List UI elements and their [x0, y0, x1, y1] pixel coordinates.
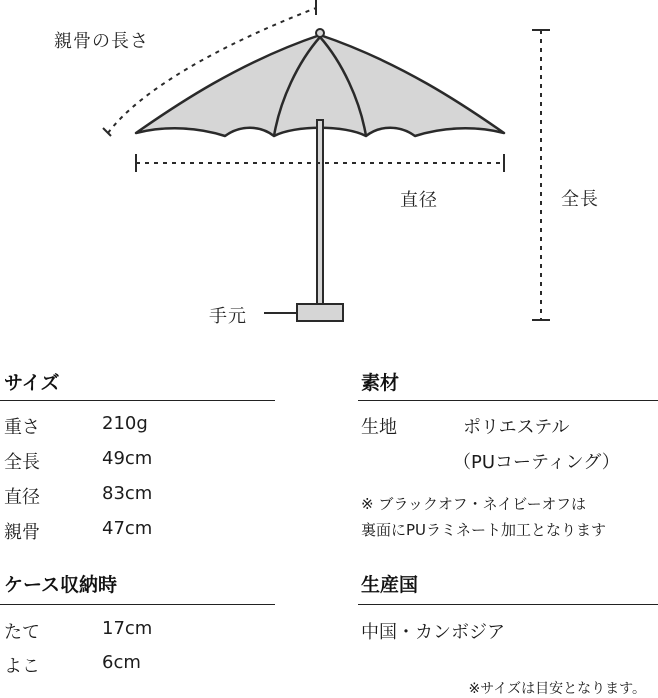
- size-row-label: 親骨: [4, 522, 40, 543]
- umbrella-tip: [316, 29, 324, 37]
- material-title: 素材: [361, 372, 400, 394]
- material-value-line2: （PUコーティング）: [453, 452, 620, 473]
- diameter-label: 直径: [400, 190, 438, 211]
- origin-title: 生産国: [361, 574, 419, 596]
- case-divider: [0, 604, 275, 605]
- size-row-label: 重さ: [4, 417, 40, 438]
- material-note-line1: ※ ブラックオフ・ネイビーオフは: [361, 495, 586, 513]
- material-divider: [358, 400, 658, 401]
- origin-value: 中国・カンボジア: [361, 622, 505, 643]
- umbrella-shaft: [317, 120, 323, 305]
- case-row-value: 17cm: [102, 618, 153, 639]
- size-divider: [0, 400, 275, 401]
- material-note-line2: 裏面にPUラミネート加工となります: [361, 521, 607, 539]
- handle-label: 手元: [209, 306, 247, 327]
- case-row-label: よこ: [4, 656, 40, 677]
- size-row-value: 47cm: [102, 518, 153, 539]
- case-row-value: 6cm: [102, 652, 141, 673]
- total-length-label: 全長: [561, 189, 599, 210]
- umbrella-diagram: [0, 0, 658, 340]
- size-row-value: 210g: [102, 413, 148, 434]
- size-row-label: 全長: [4, 452, 40, 473]
- material-value-line1: ポリエステル: [463, 417, 570, 438]
- size-footnote: ※サイズは目安となります。: [468, 681, 646, 697]
- total-length-dimension: [532, 30, 550, 320]
- rib-length-label: 親骨の長さ: [54, 31, 149, 52]
- case-row-label: たて: [4, 622, 40, 643]
- size-row-value: 83cm: [102, 483, 153, 504]
- size-row-value: 49cm: [102, 448, 153, 469]
- size-title: サイズ: [4, 372, 60, 394]
- umbrella-handle: [297, 304, 343, 321]
- material-label: 生地: [361, 417, 397, 438]
- size-row-label: 直径: [4, 487, 40, 508]
- case-title: ケース収納時: [4, 574, 118, 596]
- origin-divider: [358, 604, 658, 605]
